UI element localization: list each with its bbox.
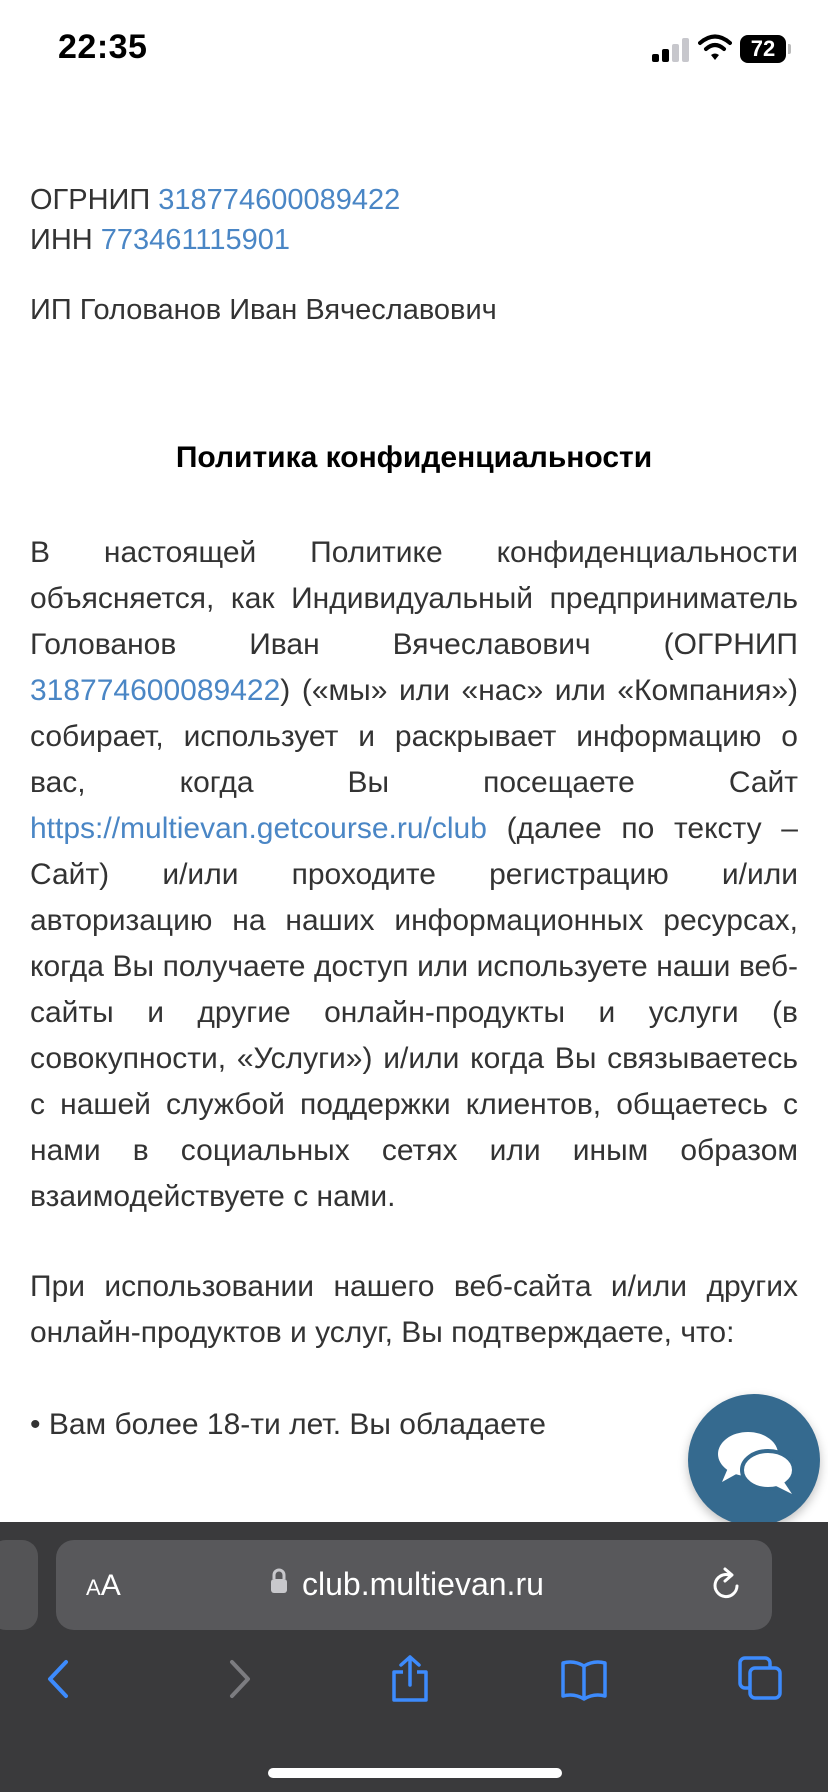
text-size-label: A [100,1569,121,1602]
battery-level: 72 [750,36,776,61]
tabs-icon[interactable] [736,1654,784,1704]
para1-text-a: В настоящей Политике конфиденциальности объясняется, как Индивидуальный предприниматель Голованов Иван Вячеславович (ОГРНИП [30,536,798,661]
ogrnip-label: ОГРНИП [30,184,159,216]
ogrnip-line [30,180,798,220]
address-bar[interactable] [56,1540,772,1630]
policy-paragraph-2: При использовании нашего веб-сайта и/или других онлайн-продуктов и услуг, Вы подтверждаете, что: [30,1270,798,1349]
policy-list-item: • Вам более 18-ти лет. Вы обладаете [30,1408,546,1441]
share-icon[interactable] [386,1654,434,1704]
lock-icon [270,1566,288,1596]
inn-link[interactable]: 773461115901 [100,224,291,256]
back-icon[interactable] [36,1654,84,1704]
chat-bubbles-icon [688,1394,820,1526]
home-indicator[interactable] [268,1768,562,1778]
inn-line [30,220,798,260]
page-content [30,180,798,1442]
text-size-button[interactable]: AA [86,1569,121,1602]
bookmarks-icon[interactable] [560,1654,608,1704]
ogrnip-link[interactable]: 318774600089422 [158,184,401,216]
policy-paragraph-1 [30,530,798,1220]
site-link[interactable]: https://multievan.getcourse.ru/club [30,812,487,845]
status-time: 22:35 [58,28,148,66]
cellular-signal-icon [652,38,690,62]
browser-bottom-bar [0,1522,828,1792]
para1-text-c: (далее по тексту – Сайт) и/или проходите регистрацию и/или авторизацию на наших информационных ресурсах, когда Вы получаете доступ или используете наши веб-сайты и другие онлайн-продукты и услуги (в совокупности, «Услуги») и/или когда Вы связываетесь с нашей службой поддержки клиентов, общаетесь с нами в социальных сетях или иным образом взаимодействуете с нами. [30,812,798,1213]
previous-tab-preview[interactable] [0,1540,38,1630]
forward-icon[interactable] [214,1654,262,1704]
para1-ogrnip-link[interactable]: 318774600089422 [30,674,281,707]
chat-button[interactable] [688,1394,820,1526]
owner-name: ИП Голованов Иван Вячеславович [30,294,497,326]
url-text: club.multievan.ru [302,1566,544,1602]
battery-icon [740,35,786,63]
inn-label: ИНН [30,224,101,256]
wifi-icon [698,34,732,62]
status-bar [0,0,828,100]
policy-title: Политика конфиденциальности [175,441,653,474]
reload-icon[interactable] [710,1566,744,1602]
para1-text-b: ) («мы» или «нас» или «Компания») собирает, использует и раскрывает информацию о вас, когда Вы посещаете Сайт [30,674,798,799]
